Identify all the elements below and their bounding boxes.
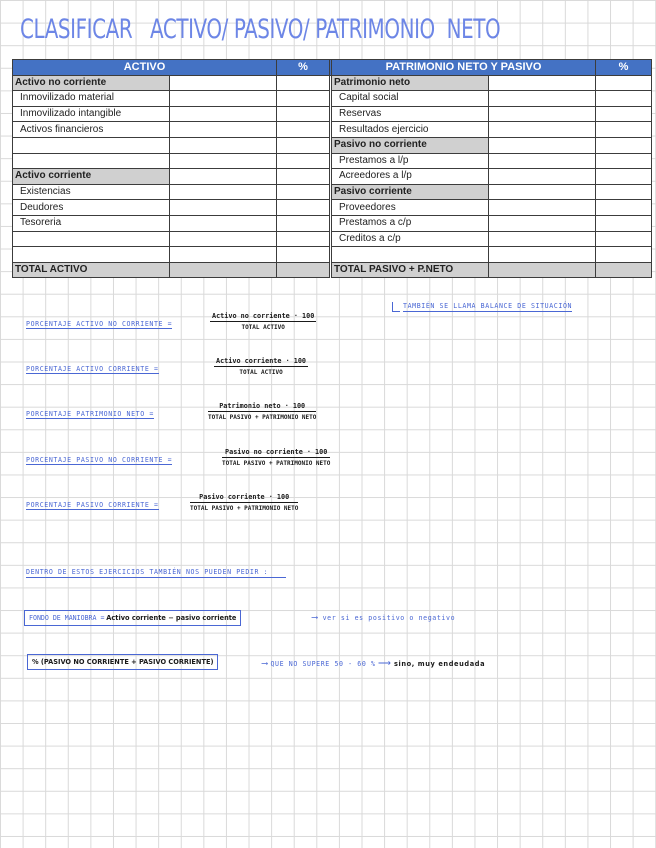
table-row [13,184,652,200]
right-pct-cell[interactable] [596,75,652,91]
right-value-cell[interactable] [489,91,596,107]
ratio-box [27,654,218,670]
formula-fraction [208,402,316,421]
right-arrow-icon: ⟶ [262,659,269,669]
left-item-label [13,137,170,153]
left-value-cell[interactable] [170,106,277,122]
table-row [13,200,652,216]
fondo-label: FONDO DE MANIOBRA = [29,614,105,622]
left-value-cell[interactable] [170,91,277,107]
right-item-label: Creditos a c/p [332,231,489,247]
formula-label: PORCENTAJE PASIVO NO CORRIENTE = [26,456,173,464]
empty-cell[interactable] [332,247,489,263]
left-pct-cell[interactable] [277,91,330,107]
total-pasivo-pct[interactable] [596,262,652,278]
side-note-text: TAMBIÉN SE LLAMA BALANCE DE SITUACIÓN [403,302,573,310]
fondo-note [312,613,455,623]
formula-label: PORCENTAJE ACTIVO CORRIENTE = [26,365,159,373]
left-item-label: Inmovilizado material [13,91,170,107]
right-pct-cell[interactable] [596,153,652,169]
formula-denominator: TOTAL ACTIVO [239,369,283,376]
side-note-arrow-icon [392,302,400,312]
header-pn-pasivo: PATRIMONIO NETO Y PASIVO [332,60,596,76]
section-heading [26,568,286,578]
right-value-cell[interactable] [489,215,596,231]
left-item-label: Deudores [13,200,170,216]
balance-table [12,59,652,278]
right-pct-cell[interactable] [596,200,652,216]
fondo-formula: Activo corriente − pasivo corriente [106,614,237,622]
total-pasivo-value[interactable] [489,262,596,278]
left-value-cell[interactable] [170,231,277,247]
left-pct-cell[interactable] [277,169,330,185]
left-section-label: Activo corriente [13,169,170,185]
table-row [13,215,652,231]
right-item-label: Acreedores a l/p [332,169,489,185]
left-item-label [13,153,170,169]
formula-fraction [214,357,308,376]
left-section-label: Activo no corriente [13,75,170,91]
right-arrow-icon: ⟶ [378,658,392,668]
table-row [13,169,652,185]
formula-denominator: TOTAL PASIVO + PATRIMONIO NETO [222,460,331,467]
left-pct-cell[interactable] [277,153,330,169]
right-pct-cell[interactable] [596,91,652,107]
left-value-cell[interactable] [170,153,277,169]
left-item-label: Inmovilizado intangible [13,106,170,122]
ratio-note-text: QUE NO SUPERE 50 - 60 % [270,660,376,668]
ratio-note [262,658,485,669]
formula-3 [26,402,356,432]
right-value-cell[interactable] [489,200,596,216]
total-pasivo-label: TOTAL PASIVO + P.NETO [332,262,489,278]
left-value-cell[interactable] [170,137,277,153]
formula-2 [26,357,356,387]
left-pct-cell[interactable] [277,215,330,231]
right-pct-cell[interactable] [596,231,652,247]
section-heading-text: DENTRO DE ESTOS EJERCICIOS TAMBIÉN NOS PUEDEN PEDIR : [26,568,286,578]
formula-4 [26,448,356,478]
formula-numerator: Pasivo no corriente · 100 [222,448,330,458]
left-value-cell[interactable] [170,200,277,216]
table-row [13,231,652,247]
left-item-label: Activos financieros [13,122,170,138]
table-row [13,122,652,138]
formula-1 [26,312,356,342]
right-value-cell[interactable] [489,153,596,169]
formula-fraction [222,448,330,467]
formula-denominator: TOTAL ACTIVO [241,324,285,331]
right-value-cell[interactable] [489,184,596,200]
right-item-label: Reservas [332,106,489,122]
left-pct-cell[interactable] [277,200,330,216]
formula-label: PORCENTAJE ACTIVO NO CORRIENTE = [26,320,173,328]
right-section-label: Pasivo no corriente [332,137,489,153]
formula-label: PORCENTAJE PASIVO CORRIENTE = [26,501,159,509]
left-pct-cell[interactable] [277,122,330,138]
ratio-text: % (PASIVO NO CORRIENTE + PASIVO CORRIENTE) [32,658,214,666]
right-pct-cell[interactable] [596,184,652,200]
right-item-label: Proveedores [332,200,489,216]
left-pct-cell[interactable] [277,184,330,200]
right-section-label: Patrimonio neto [332,75,489,91]
right-value-cell[interactable] [489,137,596,153]
left-pct-cell[interactable] [277,106,330,122]
formula-denominator: TOTAL PASIVO + PATRIMONIO NETO [190,505,299,512]
page-title: CLASIFICAR ACTIVO/ PASIVO/ PATRIMONIO NETO [20,14,501,45]
formula-numerator: Activo no corriente · 100 [212,312,315,320]
right-pct-cell[interactable] [596,106,652,122]
header-activo: ACTIVO [13,60,277,76]
fondo-maniobra-box [24,610,241,626]
empty-cell[interactable] [13,247,170,263]
right-pct-cell[interactable] [596,137,652,153]
right-item-label: Capital social [332,91,489,107]
formula-denominator: TOTAL PASIVO + PATRIMONIO NETO [208,414,317,421]
total-activo-label: TOTAL ACTIVO [13,262,170,278]
left-value-cell[interactable] [170,169,277,185]
formula-label: PORCENTAJE PATRIMONIO NETO = [26,410,154,418]
left-item-label: Tesoreria [13,215,170,231]
formula-5 [26,493,356,523]
formula-numerator: Activo corriente · 100 [216,357,307,365]
formula-fraction [210,312,316,331]
empty-cell[interactable] [596,247,652,263]
table-row [13,137,652,153]
header-activo-pct: % [277,60,330,76]
left-value-cell[interactable] [170,75,277,91]
left-pct-cell[interactable] [277,137,330,153]
right-pct-cell[interactable] [596,215,652,231]
left-pct-cell[interactable] [277,75,330,91]
left-value-cell[interactable] [170,184,277,200]
right-item-label: Prestamos a c/p [332,215,489,231]
left-item-label [13,231,170,247]
left-pct-cell[interactable] [277,231,330,247]
right-value-cell[interactable] [489,75,596,91]
left-value-cell[interactable] [170,122,277,138]
table-row [13,106,652,122]
empty-cell[interactable] [489,247,596,263]
table-row [13,75,652,91]
table-row [13,153,652,169]
total-activo-pct[interactable] [277,262,330,278]
right-pct-cell[interactable] [596,169,652,185]
table-row [13,91,652,107]
total-activo-value[interactable] [170,262,277,278]
formula-numerator: Patrimonio neto · 100 [208,402,316,412]
right-value-cell[interactable] [489,122,596,138]
formula-numerator: Pasivo corriente · 100 [190,493,298,503]
right-item-label: Resultados ejercicio [332,122,489,138]
empty-cell[interactable] [170,247,277,263]
formula-fraction [190,493,298,512]
side-note [392,302,572,312]
ratio-result: sino, muy endeudada [393,660,486,668]
right-section-label: Pasivo corriente [332,184,489,200]
empty-cell[interactable] [277,247,330,263]
right-value-cell[interactable] [489,169,596,185]
fondo-note-text: ver si es positivo o negativo [322,614,456,622]
right-item-label: Prestamos a l/p [332,153,489,169]
right-value-cell[interactable] [489,231,596,247]
table-row [13,247,652,263]
left-value-cell[interactable] [170,215,277,231]
right-pct-cell[interactable] [596,122,652,138]
right-arrow-icon: ⟶ [312,613,319,623]
left-item-label: Existencias [13,184,170,200]
total-row [13,262,652,278]
header-pn-pasivo-pct: % [596,60,652,76]
right-value-cell[interactable] [489,106,596,122]
